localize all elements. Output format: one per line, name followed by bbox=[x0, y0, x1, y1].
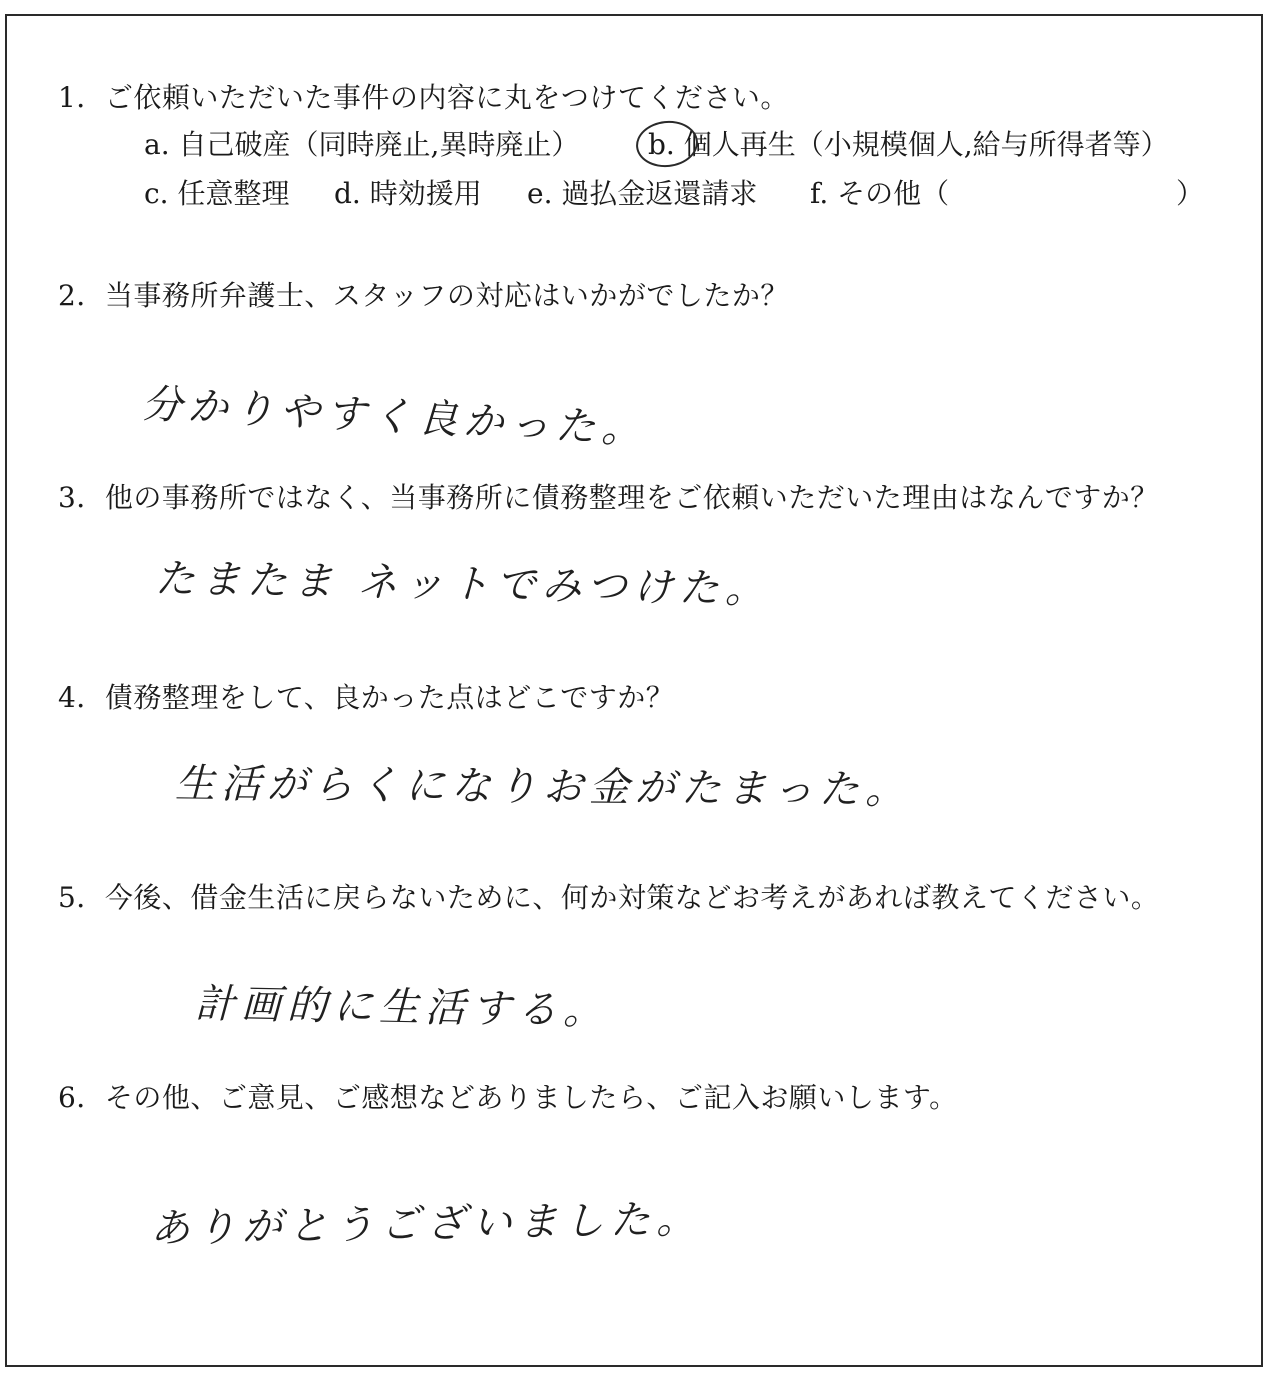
answer-4-handwritten: 生活がらくになりお金がたまった。 bbox=[174, 761, 912, 814]
option-b[interactable]: b. 個人再生（小規模個人,給与所得者等） bbox=[648, 128, 1169, 161]
option-d[interactable]: d. 時効援用 bbox=[334, 177, 482, 210]
question-5: 5．今後、借金生活に戻らないために、何か対策などお考えがあれば教えてください。 bbox=[58, 881, 1160, 914]
question-6: 6．その他、ご意見、ご感想などありましたら、ご記入お願いします。 bbox=[58, 1081, 958, 1114]
answer-5-handwritten: 計画的に生活する。 bbox=[194, 981, 610, 1035]
option-f-close-paren: ） bbox=[1176, 177, 1205, 210]
answer-2-handwritten: 分かりやすく良かった。 bbox=[140, 381, 649, 454]
answer-6-handwritten: ありがとうございました。 bbox=[149, 1196, 703, 1252]
question-3: 3．他の事務所ではなく、当事務所に債務整理をご依頼いただいた理由はなんですか？ bbox=[58, 481, 1159, 514]
question-2: 2．当事務所弁護士、スタッフの対応はいかがでしたか？ bbox=[58, 279, 789, 312]
option-c[interactable]: c. 任意整理 bbox=[144, 177, 290, 210]
option-a[interactable]: a. 自己破産（同時廃止,異時廃止） bbox=[144, 128, 580, 161]
question-1: 1．ご依頼いただいた事件の内容に丸をつけてください。 bbox=[58, 81, 789, 114]
question-4: 4．債務整理をして、良かった点はどこですか？ bbox=[58, 681, 675, 714]
option-f[interactable]: f. その他（ bbox=[810, 177, 950, 210]
option-e[interactable]: e. 過払金返還請求 bbox=[527, 177, 758, 210]
answer-3-handwritten: たまたま ネットでみつけた。 bbox=[154, 556, 772, 613]
